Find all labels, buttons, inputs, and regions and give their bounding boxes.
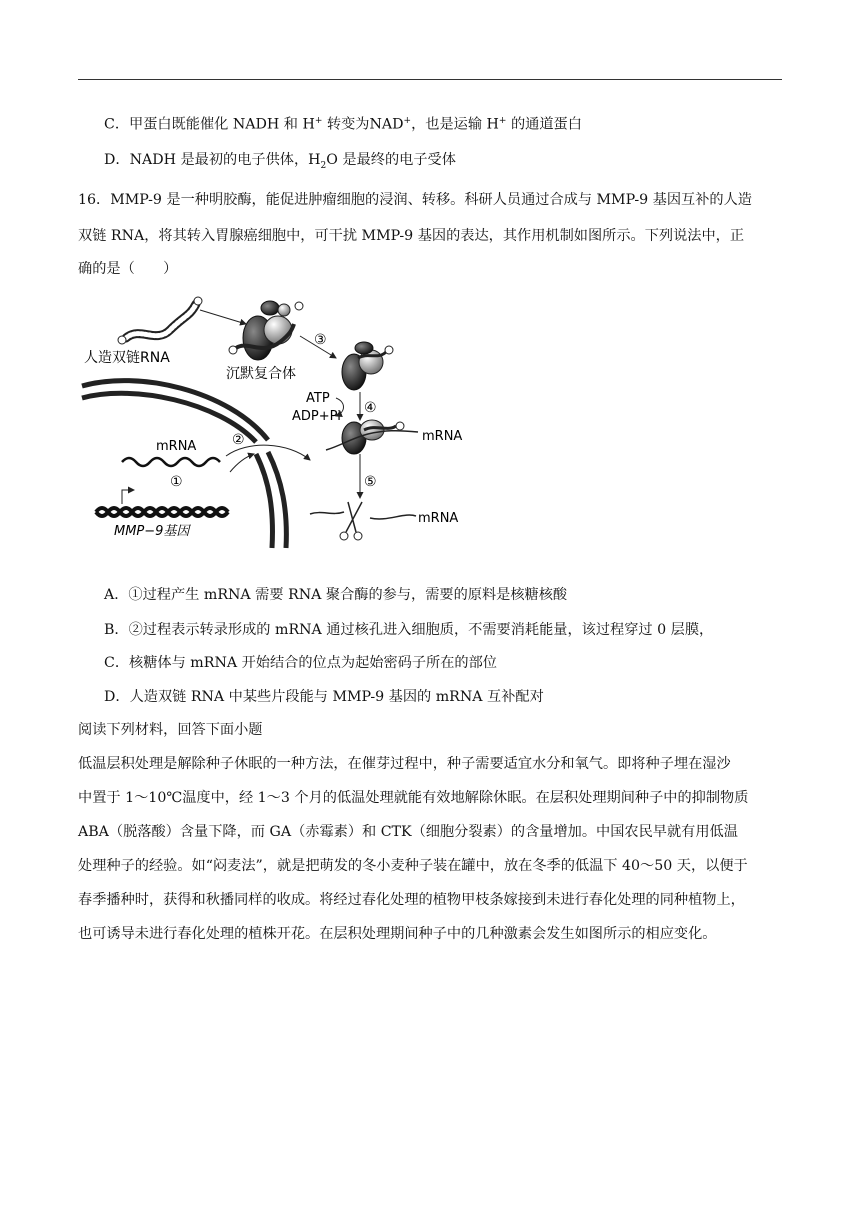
option-c-top: C．甲蛋白既能催化 NADH 和 H+ 转变为NAD+，也是运输 H+ 的通道蛋白 [104, 116, 582, 133]
option-a: A．①过程产生 mRNA 需要 RNA 聚合酶的参与，需要的原料是核糖核酸 [104, 587, 568, 603]
option-d-top: D．NADH 是最初的电子供体，$H_2O$ 是最终的电子受体 [104, 152, 456, 171]
step4-label: ④ [364, 400, 377, 416]
label-adp-pi: ADP+Pi [292, 409, 341, 424]
question16-line1: 16．MMP-9 是一种明胶酶，能促进肿瘤细胞的浸润、转移。科研人员通过合成与 MMP-9 基因互补的人造 [78, 192, 752, 208]
reading-line1: 低温层积处理是解除种子休眠的一种方法，在催芽过程中，种子需要适宜水分和氧气。即将种子埋在湿沙 [78, 756, 731, 772]
option-b: B．②过程表示转录形成的 mRNA 通过核孔进入细胞质，不需要消耗能量，该过程穿过 0 层膜， [104, 622, 714, 638]
step5-label: ⑤ [364, 474, 377, 490]
label-silencing-complex: 沉默复合体 [226, 366, 296, 382]
label-dsrna: 人造双链RNA [84, 350, 170, 366]
activated-complex-icon [342, 342, 393, 390]
step2-label: ② [232, 432, 245, 448]
option-c: C．核糖体与 mRNA 开始结合的位点为起始密码子所在的部位 [104, 655, 497, 671]
dna-gene-icon [96, 490, 228, 516]
nuclear-membrane [82, 381, 286, 548]
question16-line2: 双链 RNA，将其转入胃腺癌细胞中，可干扰 MMP-9 基因的表达，其作用机制如图所示。下列说法中，正 [78, 228, 745, 244]
question16-line3: 确的是（ ） [78, 261, 178, 277]
label-mrna-left: mRNA [156, 439, 197, 454]
nuclear-mrna-icon [122, 458, 220, 466]
option-d: D．人造双链 RNA 中某些片段能与 MMP-9 基因的 mRNA 互补配对 [104, 689, 544, 705]
dsrna-icon [118, 297, 202, 344]
label-mrna-bottom: mRNA [418, 511, 459, 526]
label-atp: ATP [306, 391, 330, 406]
complex-mrna-icon [326, 420, 418, 454]
reading-line3: ABA（脱落酸）含量下降，而 GA（赤霉素）和 CTK（细胞分裂素）的含量增加。中国农民早就有用低温 [78, 824, 738, 840]
header-rule [78, 79, 782, 80]
reading-heading: 阅读下列材料，回答下面小题 [78, 722, 263, 738]
reading-line6: 也可诱导未进行春化处理的植株开花。在层积处理期间种子中的几种激素会发生如图所示的相应变化。 [78, 926, 717, 942]
reading-line4: 处理种子的经验。如“闷麦法”，就是把萌发的冬小麦种子装在罐中，放在冬季的低温下 40～50 天，以便于 [78, 858, 748, 874]
silencing-complex-icon [229, 301, 303, 360]
step3-label: ③ [314, 332, 327, 348]
scissors-icon [310, 502, 416, 540]
reading-line5: 春季播种时，获得和秋播同样的收成。将经过春化处理的植物甲枝条嫁接到未进行春化处理的同种植物上， [78, 892, 745, 908]
reading-line2: 中置于 1～10℃温度中，经 1～3 个月的低温处理就能有效地解除休眠。在层积处理期间种子中的抑制物质 [78, 790, 749, 806]
step1-label: ① [170, 474, 183, 490]
rna-interference-diagram [78, 290, 498, 550]
label-gene: MMP−9基因 [114, 524, 190, 539]
label-mrna-mid: mRNA [422, 429, 463, 444]
